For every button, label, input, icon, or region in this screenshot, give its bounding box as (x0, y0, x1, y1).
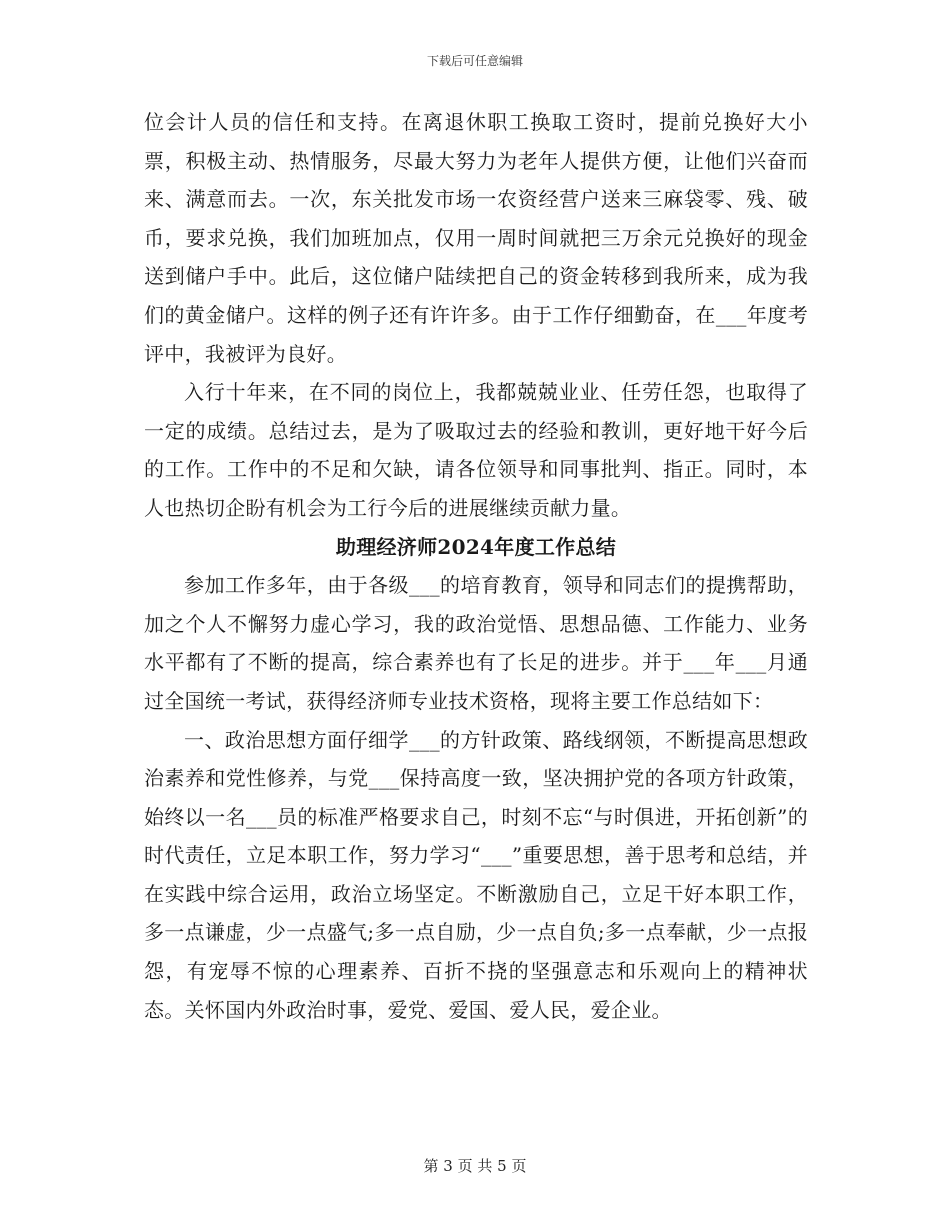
paragraph-intro: 参加工作多年，由于各级___的培育教育，领导和同志们的提携帮助，加之个人不懈努力虚心学习，我的政治觉悟、思想品德、工作能力、业务水平都有了不断的提高，综合素养也有了长足的进步。并于___年___月通过全国统一考试，获得经济师专业技术资格，现将主要工作总结如下： (144, 573, 808, 713)
paragraph-continued: 位会计人员的信任和支持。在离退休职工换取工资时，提前兑换好大小票，积极主动、热情服务，尽最大努力为老年人提供方便，让他们兴奋而来、满意而去。一次，东关批发市场一农资经营户送来三麻袋零、残、破币，要求兑换，我们加班加点，仅用一周时间就把三万余元兑换好的现金送到储户手中。此后，这位储户陆续把自己的资金转移到我所来，成为我们的黄金储户。这样的例子还有许许多。由于工作仔细勤奋，在___年度考评中，我被评为良好。 (144, 110, 808, 366)
paragraph-political-thought: 一、政治思想方面仔细学___的方针政策、路线纲领，不断提高思想政治素养和党性修养，与党___保持高度一致，坚决拥护党的各项方针政策，始终以一名___员的标准严格要求自己，时刻不忘“与时俱进，开拓创新”的时代责任，立足本职工作，努力学习“___”重要思想，善于思考和总结，并在实践中综合运用，政治立场坚定。不断激励自己，立足干好本职工作，多一点谦虚，少一点盛气;多一点自励，少一点自负;多一点奉献，少一点报怨，有宠辱不惊的心理素养、百折不挠的坚强意志和乐观向上的精神状态。关怀国内外政治时事，爱党、爱国、爱人民，爱企业。 (144, 727, 808, 1022)
section-title: 助理经济师2024年度工作总结 (335, 534, 617, 559)
document-body (144, 103, 808, 1029)
page-header-note: 下载后可任意编辑 (426, 54, 523, 68)
paragraph-conclusion: 入行十年来，在不同的岗位上，我都兢兢业业、任劳任怨，也取得了一定的成绩。总结过去，是为了吸取过去的经验和教训，更好地干好今后的工作。工作中的不足和欠缺，请各位领导和同事批判、指正。同时，本人也热切企盼有机会为工行今后的进展继续贡献力量。 (144, 380, 808, 520)
page-number: 第 3 页 共 5 页 (423, 1157, 527, 1175)
